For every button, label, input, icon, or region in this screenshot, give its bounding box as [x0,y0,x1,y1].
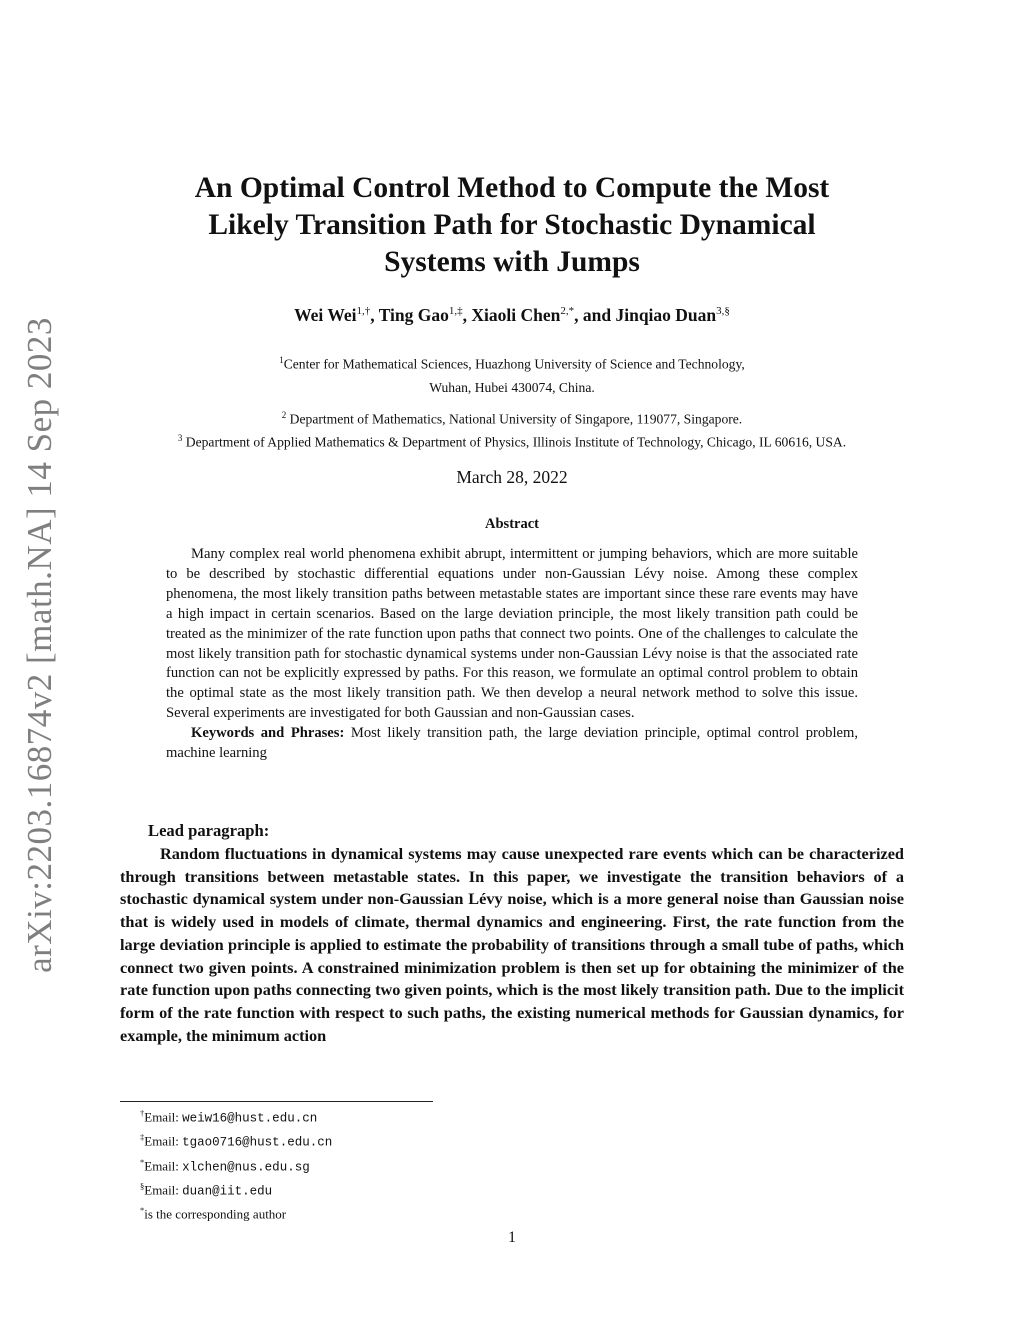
abstract-section [166,545,858,764]
title-line: An Optimal Control Method to Compute the Most [194,172,830,204]
footnote [140,1177,332,1201]
paper-title [120,170,904,281]
affiliation-mark: 3 [177,433,183,443]
affiliation-mark: 1 [279,355,284,365]
affiliation-line: Center for Mathematical Sciences, Huazhong University of Science and Technology, [283,356,745,372]
author-marks: 1,‡ [448,305,463,318]
affiliation-line: Wuhan, Hubei 430074, China. [429,379,595,395]
footnote [140,1153,332,1177]
footnote-divider [120,1101,433,1102]
author-marks: 1,† [356,305,371,318]
author-marks: 2,* [560,305,575,318]
author-marks: 3,§ [716,305,730,318]
affiliation-mark: 2 [281,410,287,420]
paper-date: March 28, 2022 [456,467,568,487]
arxiv-identifier-stamp: arXiv:2203.16874v2 [math.NA] 14 Sep 2023 [20,317,59,973]
author-name: Wei Wei [294,305,357,325]
footnote-label: Email: [144,1157,183,1173]
affiliation-line: Department of Mathematics, National University of Singapore, 119077, Singapore. [286,411,743,427]
footnote [140,1201,332,1223]
author-separator: , [462,305,472,325]
keywords-label: Keywords and Phrases: [191,725,345,742]
footnote-mark: † [140,1108,145,1118]
footnote-mark: ‡ [140,1132,145,1143]
author-separator: , [370,305,379,325]
author-separator: , and [574,305,616,325]
lead-paragraph-body: Random fluctuations in dynamical systems may cause unexpected rare events which can be characterized through transitions between metastable states. In this paper, we investigate the transition behaviors of a stochastic dynamical system under non-Gaussian Lévy noise, which is a more general noise than Gaussian noise that is widely used in models of climate, thermal dynamics and engineering. First, the rate function from the large deviation principle is applied to estimate the probability of transitions through a small tube of paths, which connect two given points. A constrained minimization problem is then set up for obtaining the minimizer of the rate function upon paths connecting two given points, which is the most likely transition path. Due to the implicit form of the rate function with respect to such paths, the existing numerical methods for Gaussian dynamics, for example, the minimum action [120,844,904,1045]
author-name: Xiaoli Chen [471,305,561,325]
footnote-mark: * [140,1205,145,1216]
title-line: Likely Transition Path for Stochastic Dynamical [208,209,816,241]
footnote [140,1104,332,1128]
footnote-email: tgao0716@hust.edu.cn [182,1135,333,1150]
author-name: Ting Gao [378,305,449,325]
footnote-email: xlchen@nus.edu.sg [182,1159,310,1174]
title-line: Systems with Jumps [384,246,640,278]
keywords-text: Most likely transition path, the large deviation principle, optimal control problem, machine learning [166,725,859,762]
footnote-email: duan@iit.edu [182,1184,273,1199]
footnote-label: Email: [144,1182,183,1198]
affiliation-1 [100,349,924,399]
affiliation-line: Department of Applied Mathematics & Department of Physics, Illinois Institute of Technology, Chicago, IL 60616, USA. [182,434,847,450]
abstract-paragraph: Many complex real world phenomena exhibit abrupt, intermittent or jumping behaviors, which are more suitable to be described by stochastic differential equations under non-Gaussian Lévy noise. Among these complex phenomena, the most likely transition paths between metastable states are important since these rare events may have a high impact in certain scenarios. Based on the large deviation principle, the most likely transition path could be treated as the minimizer of the rate function upon paths that connect two points. One of the challenges to calculate the most likely transition path for stochastic dynamical systems under non-Gaussian Lévy noise is that the associated rate function can not be explicitly expressed by paths. For this reason, we formulate an optimal control problem to obtain the optimal state as the most likely transition path. We then develop a neural network method to solve this issue. Several experiments are investigated for both Gaussian and non-Gaussian cases. [166,546,858,722]
footnotes [140,1104,332,1224]
footnote-mark: * [140,1156,145,1167]
footnote [140,1128,332,1152]
keywords-paragraph [166,724,858,764]
author-list [120,305,904,326]
page-number: 1 [508,1229,516,1246]
affiliation-3 [80,427,944,454]
footnote-label: Email: [144,1109,183,1125]
lead-paragraph-heading: Lead paragraph: [148,821,270,840]
footnote-label: Email: [144,1133,183,1149]
author-name: Jinqiao Duan [615,305,717,325]
footnote-mark: § [140,1180,145,1191]
abstract-heading: Abstract [485,516,539,532]
footnote-email: weiw16@hust.edu.cn [182,1111,318,1126]
footnote-label: is the corresponding author [144,1206,287,1222]
